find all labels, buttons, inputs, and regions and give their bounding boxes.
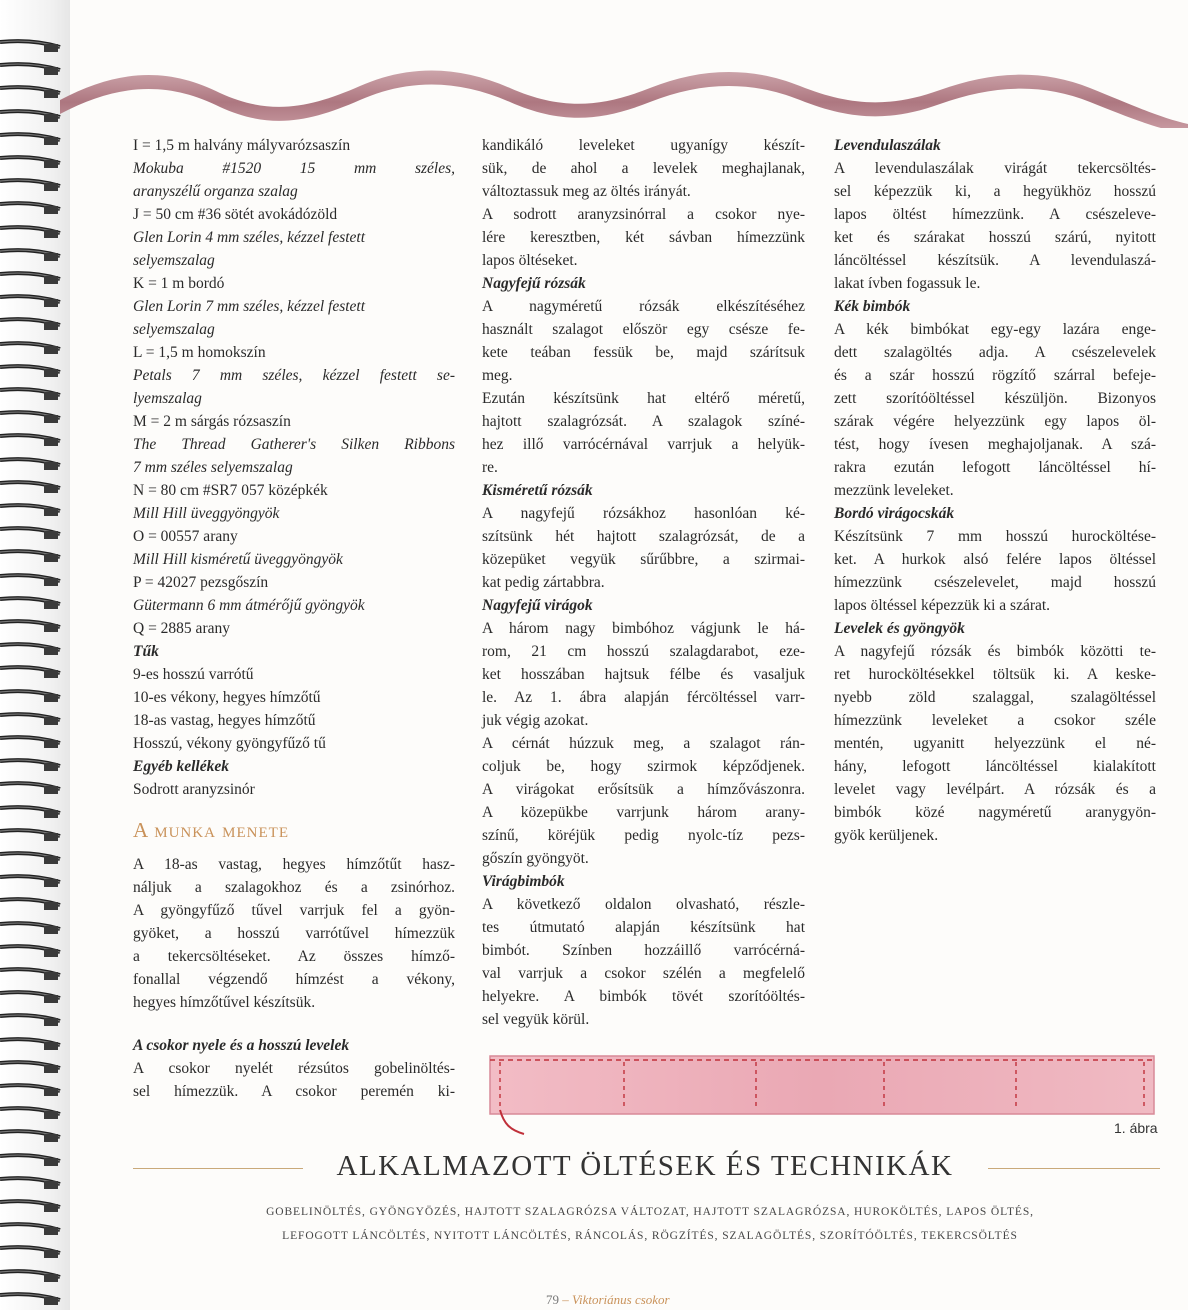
text-line: 18-as vastag, hegyes hímzőtű xyxy=(133,712,316,729)
banner-rule-right xyxy=(988,1168,1160,1169)
text-line: A nagyfejű rózsákhoz hasonlóan ké- xyxy=(482,505,805,522)
text-line: hegyes hímzőtűvel készítsük. xyxy=(133,994,316,1011)
text-line: val varrjuk a csokor szélén a megfelelő xyxy=(482,965,805,982)
spiral-coil xyxy=(0,340,62,356)
spiral-coil xyxy=(0,711,62,727)
subheading: Kék bimbók xyxy=(834,298,911,315)
text-line: Készítsünk 7 mm hosszú hurocköltése- xyxy=(834,528,1156,545)
spiral-coil xyxy=(0,1175,62,1191)
spiral-coil xyxy=(0,595,62,611)
text-line: Mill Hill üveggyöngyök xyxy=(133,505,280,522)
text-line: színű, köréjük pedig nyolc-tíz pezs- xyxy=(482,827,805,844)
spiral-coil xyxy=(0,61,62,77)
spiral-coil xyxy=(0,1152,62,1168)
right-column-text xyxy=(834,134,1156,847)
text-line: dett szalagöltés adja. A csészelevelek xyxy=(834,344,1156,361)
spiral-coil xyxy=(0,688,62,704)
text-line: selyemszalag xyxy=(133,252,215,269)
text-line: Mokuba #1520 15 mm széles, xyxy=(133,160,455,177)
materials-list xyxy=(133,134,455,801)
spiral-coil xyxy=(0,1012,62,1028)
text-line: gyöket, a hosszú varrótűvel hímezzük xyxy=(133,925,455,942)
text-line: 10-es vékony, hegyes hímzőtű xyxy=(133,689,321,706)
text-line: A gyöngyfűző tűvel varrjuk fel a gyön- xyxy=(133,902,455,919)
text-line: A csokor nyelét rézsútos gobelinöltés- xyxy=(133,1060,455,1077)
page-number: 79 xyxy=(546,1292,559,1307)
text-line: N = 80 cm #SR7 057 középkék xyxy=(133,482,328,499)
spiral-coil xyxy=(0,456,62,472)
techniques-list-line-2: LEFOGOTT LÁNCÖLTÉS, NYITOTT LÁNCÖLTÉS, RÁNCOLÁS, RÖGZÍTÉS, SZALAGÖLTÉS, SZORÍTÓÖLTÉS, TEKERCSÖLTÉS xyxy=(282,1230,1018,1242)
subheading-csokor-nyele: A csokor nyele és a hosszú levelek xyxy=(133,1037,350,1054)
text-line: változtassuk meg az öltés irányát. xyxy=(482,183,691,200)
text-line: fonallal végzendő hímzést a vékony, xyxy=(133,971,455,988)
text-line: tést, hogy ívesen meghajoljanak. A szá- xyxy=(834,436,1156,453)
text-line: hajtott szalagrózsát. A szalagok színé- xyxy=(482,413,805,430)
text-line: meg. xyxy=(482,367,513,384)
text-line: lapos öltést hímezzünk. A csészeleve- xyxy=(834,206,1156,223)
text-line: The Thread Gatherer's Silken Ribbons xyxy=(133,436,455,453)
text-line: Glen Lorin 4 mm széles, kézzel festett xyxy=(133,229,366,246)
spiral-coil xyxy=(0,224,62,240)
text-line: helyekre. A bimbók tövét szorítóöltés- xyxy=(482,988,805,1005)
spiral-coil xyxy=(0,502,62,518)
subheading: Levelek és gyöngyök xyxy=(834,620,965,637)
spiral-coil xyxy=(0,780,62,796)
figure-caption: 1. ábra xyxy=(1114,1120,1158,1136)
spiral-coil xyxy=(0,479,62,495)
text-line: gyök kerüljenek. xyxy=(834,827,939,844)
text-line: selyemszalag xyxy=(133,321,215,338)
column-instructions xyxy=(133,853,455,1103)
spiral-coil xyxy=(0,1244,62,1260)
text-line: A sodrott aranyzsinórral a csokor nye- xyxy=(482,206,805,223)
spiral-coil xyxy=(0,1128,62,1144)
spiral-coil xyxy=(0,131,62,147)
text-line: Ezután készítsünk hat eltérő méretű, xyxy=(482,390,805,407)
spiral-coil xyxy=(0,363,62,379)
text-line: mezzünk leveleket. xyxy=(834,482,954,499)
text-line: A kék bimbókat egy-egy lazára enge- xyxy=(834,321,1156,338)
text-line: Gütermann 6 mm átmérőjű gyöngyök xyxy=(133,597,365,614)
text-line: O = 00557 arany xyxy=(133,528,238,545)
text-line: le. Az 1. ábra alapján fércöltéssel varr- xyxy=(482,689,805,706)
text-line: sük, de ahol a levelek meghajlanak, xyxy=(482,160,805,177)
text-line: nyebb zöld szalaggal, szalagöltéssel xyxy=(834,689,1156,706)
text-line: kete teában fessük be, majd szárítsuk xyxy=(482,344,805,361)
spiral-coil xyxy=(0,1036,62,1052)
banner-title: ALKALMAZOTT ÖLTÉSEK ÉS TECHNIKÁK xyxy=(336,1150,954,1182)
spiral-coil xyxy=(0,386,62,402)
spiral-coil xyxy=(0,873,62,889)
text-line: rom, 21 cm hosszú szalagdarabot, eze- xyxy=(482,643,805,660)
banner-rule-left xyxy=(133,1168,303,1169)
spiral-coil xyxy=(0,1082,62,1098)
spiral-coil xyxy=(0,409,62,425)
spiral-coil xyxy=(0,850,62,866)
spiral-coil xyxy=(0,827,62,843)
text-line: ket és szárakat hosszú szárú, nyitott xyxy=(834,229,1156,246)
text-line: rakra ezután lefogott láncöltéssel hí- xyxy=(834,459,1156,476)
text-line: A nagyméretű rózsák elkészítéséhez xyxy=(482,298,805,315)
text-line: kandikáló leveleket ugyanígy készít- xyxy=(482,137,805,154)
text-line: ket. A hurkok alsó felére lapos öltéssel xyxy=(834,551,1156,568)
text-line: lyemszalag xyxy=(133,390,202,407)
spiral-coil xyxy=(0,920,62,936)
text-line: aranyszélű organza szalag xyxy=(133,183,298,200)
text-line: coljuk be, hogy szirmok képződjenek. xyxy=(482,758,805,775)
spiral-coil xyxy=(0,641,62,657)
spiral-coil xyxy=(0,1105,62,1121)
text-line: juk végig azokat. xyxy=(482,712,589,729)
text-line: Hosszú, vékony gyöngyfűző tű xyxy=(133,735,326,752)
text-line: 9-es hosszú varrótű xyxy=(133,666,254,683)
spiral-coil xyxy=(0,618,62,634)
footer-separator: – xyxy=(562,1292,569,1307)
section-title-a-munka-menete: A munka menete xyxy=(133,818,289,842)
text-line: A 18-as vastag, hegyes hímzőtűt hasz- xyxy=(133,856,455,873)
spiral-coil xyxy=(0,177,62,193)
text-line: sel vegyük körül. xyxy=(482,1011,590,1028)
text-line: A virágokat erősítsük a hímzővászonra. xyxy=(482,781,805,798)
column-middle xyxy=(482,134,805,1031)
spiral-coil xyxy=(0,200,62,216)
spiral-coil xyxy=(0,896,62,912)
text-line: náljuk a szalagokhoz és a zsinórhoz. xyxy=(133,879,455,896)
spiral-coil xyxy=(0,943,62,959)
text-line: A három nagy bimbóhoz vágjunk le há- xyxy=(482,620,805,637)
text-line: lapos öltéssel képezzük ki a szárat. xyxy=(834,597,1051,614)
spiral-coil xyxy=(0,525,62,541)
text-line: A nagyfejű rózsák és bimbók közötti te- xyxy=(834,643,1156,660)
spiral-coil xyxy=(0,247,62,263)
text-line: hímezzünk csészelevelet, majd hosszú xyxy=(834,574,1156,591)
spiral-binding xyxy=(0,0,70,1310)
text-line: K = 1 m bordó xyxy=(133,275,225,292)
subheading: Nagyfejű virágok xyxy=(482,597,593,614)
text-line: kat pedig zártabbra. xyxy=(482,574,605,591)
text-line: I = 1,5 m halvány mályvarózsaszín xyxy=(133,137,351,154)
text-line: bimbót. Színben hozzáillő varrócérná- xyxy=(482,942,805,959)
figure-1-ribbon-illustration xyxy=(484,1048,1160,1138)
spiral-coil xyxy=(0,293,62,309)
spiral-coil xyxy=(0,572,62,588)
text-line: hez illő varrócérnával varrjuk a helyük- xyxy=(482,436,805,453)
text-line: 7 mm széles selyemszalag xyxy=(133,459,293,476)
spiral-coil xyxy=(0,154,62,170)
text-line: és a szár hosszú rögzítő szárral befeje- xyxy=(834,367,1156,384)
decorative-ribbon xyxy=(60,38,1188,128)
spiral-coil xyxy=(0,989,62,1005)
spiral-coil xyxy=(0,548,62,564)
text-line: szárak végére helyezzünk egy lapos öl- xyxy=(834,413,1156,430)
text-line: tes útmutató alapján készítsünk hat xyxy=(482,919,805,936)
text-line: sel képezzük ki, a hegyükhöz hosszú xyxy=(834,183,1156,200)
text-line: Glen Lorin 7 mm széles, kézzel festett xyxy=(133,298,366,315)
spiral-coil xyxy=(0,1291,62,1307)
text-line: sel hímezzük. A csokor peremén ki- xyxy=(133,1083,455,1100)
text-line: lapos öltéseket. xyxy=(482,252,578,269)
text-line: hány, lefogott láncöltéssel kialakított xyxy=(834,758,1156,775)
column-materials xyxy=(133,134,455,801)
text-line: lakat ívben fogassuk le. xyxy=(834,275,981,292)
subheading: Egyéb kellékek xyxy=(133,758,229,775)
techniques-list-line-1: GOBELINÖLTÉS, GYÖNGYÖZÉS, HAJTOTT SZALAGRÓZSA VÁLTOZAT, HAJTOTT SZALAGRÓZSA, HUROKÖLTÉS, LAPOS ÖLTÉS, xyxy=(266,1206,1034,1218)
text-line: Q = 2885 arany xyxy=(133,620,230,637)
subheading: Kisméretű rózsák xyxy=(482,482,593,499)
spiral-coil xyxy=(0,1268,62,1284)
text-line: re. xyxy=(482,459,498,476)
text-line: zett szorítóöltéssel készüljön. Bizonyos xyxy=(834,390,1156,407)
text-line: ret hurocköltésekkel töltsük ki. A keske- xyxy=(834,666,1156,683)
text-line: közepüket vegyük sűrűbbre, a szirmai- xyxy=(482,551,805,568)
text-line: bimbók közé nagyméretű aranygyön- xyxy=(834,804,1156,821)
text-line: A közepükbe varrjunk három arany- xyxy=(482,804,805,821)
subheading: Virágbimbók xyxy=(482,873,565,890)
spiral-coil xyxy=(0,734,62,750)
text-line: J = 50 cm #36 sötét avokádózöld xyxy=(133,206,338,223)
subheading: Bordó virágocskák xyxy=(834,505,955,522)
subheading: Tűk xyxy=(133,643,159,660)
spiral-coil xyxy=(0,38,62,54)
page-footer xyxy=(546,1292,670,1308)
text-line: A levendulaszálak virágát tekercsöltés- xyxy=(834,160,1156,177)
spiral-coil xyxy=(0,1198,62,1214)
spiral-coil xyxy=(0,1059,62,1075)
middle-column-text xyxy=(482,134,805,1031)
text-line: L = 1,5 m homokszín xyxy=(133,344,266,361)
subheading: Levendulaszálak xyxy=(834,137,941,154)
spiral-coil xyxy=(0,432,62,448)
text-line: láncöltéssel készítsük. A levendulaszá- xyxy=(834,252,1156,269)
text-line: Sodrott aranyzsinór xyxy=(133,781,255,798)
text-line: ket hosszában hajtsuk félbe és vasaljuk xyxy=(482,666,805,683)
text-line: A cérnát húzzuk meg, a szalagot rán- xyxy=(482,735,805,752)
spiral-coil xyxy=(0,804,62,820)
text-line: Petals 7 mm széles, kézzel festett se- xyxy=(133,367,455,384)
text-line: A következő oldalon olvasható, részle- xyxy=(482,896,805,913)
text-line: a tekercsöltéseket. Az összes hímző- xyxy=(133,948,455,965)
spiral-coil xyxy=(0,1221,62,1237)
book-title: Viktoriánus csokor xyxy=(572,1292,670,1307)
spiral-coil xyxy=(0,664,62,680)
text-line: mentén, ugyanitt helyezzünk el né- xyxy=(834,735,1156,752)
spiral-coil xyxy=(0,316,62,332)
spiral-coil xyxy=(0,108,62,124)
text-line: hímezzünk leveleket a csokor széle xyxy=(834,712,1156,729)
spiral-coil xyxy=(0,966,62,982)
text-line: levelet vagy levélpárt. A rózsák és a xyxy=(834,781,1156,798)
text-line: M = 2 m sárgás rózsaszín xyxy=(133,413,291,430)
text-line: P = 42027 pezsgőszín xyxy=(133,574,269,591)
text-line: szítsünk hét hajtott szalagrózsát, de a xyxy=(482,528,805,545)
text-line: Mill Hill kisméretű üveggyöngyök xyxy=(133,551,343,568)
subheading: Nagyfejű rózsák xyxy=(482,275,586,292)
column-right xyxy=(834,134,1156,847)
text-line: lére keresztben, két sávban hímezzünk xyxy=(482,229,805,246)
text-line: használt szalagot először egy csésze fe- xyxy=(482,321,805,338)
spiral-coil xyxy=(0,757,62,773)
subsection-paragraph xyxy=(133,1057,455,1103)
spiral-coil xyxy=(0,84,62,100)
spiral-coil xyxy=(0,270,62,286)
instructions-paragraph xyxy=(133,853,455,1014)
text-line: gőszín gyöngyöt. xyxy=(482,850,589,867)
